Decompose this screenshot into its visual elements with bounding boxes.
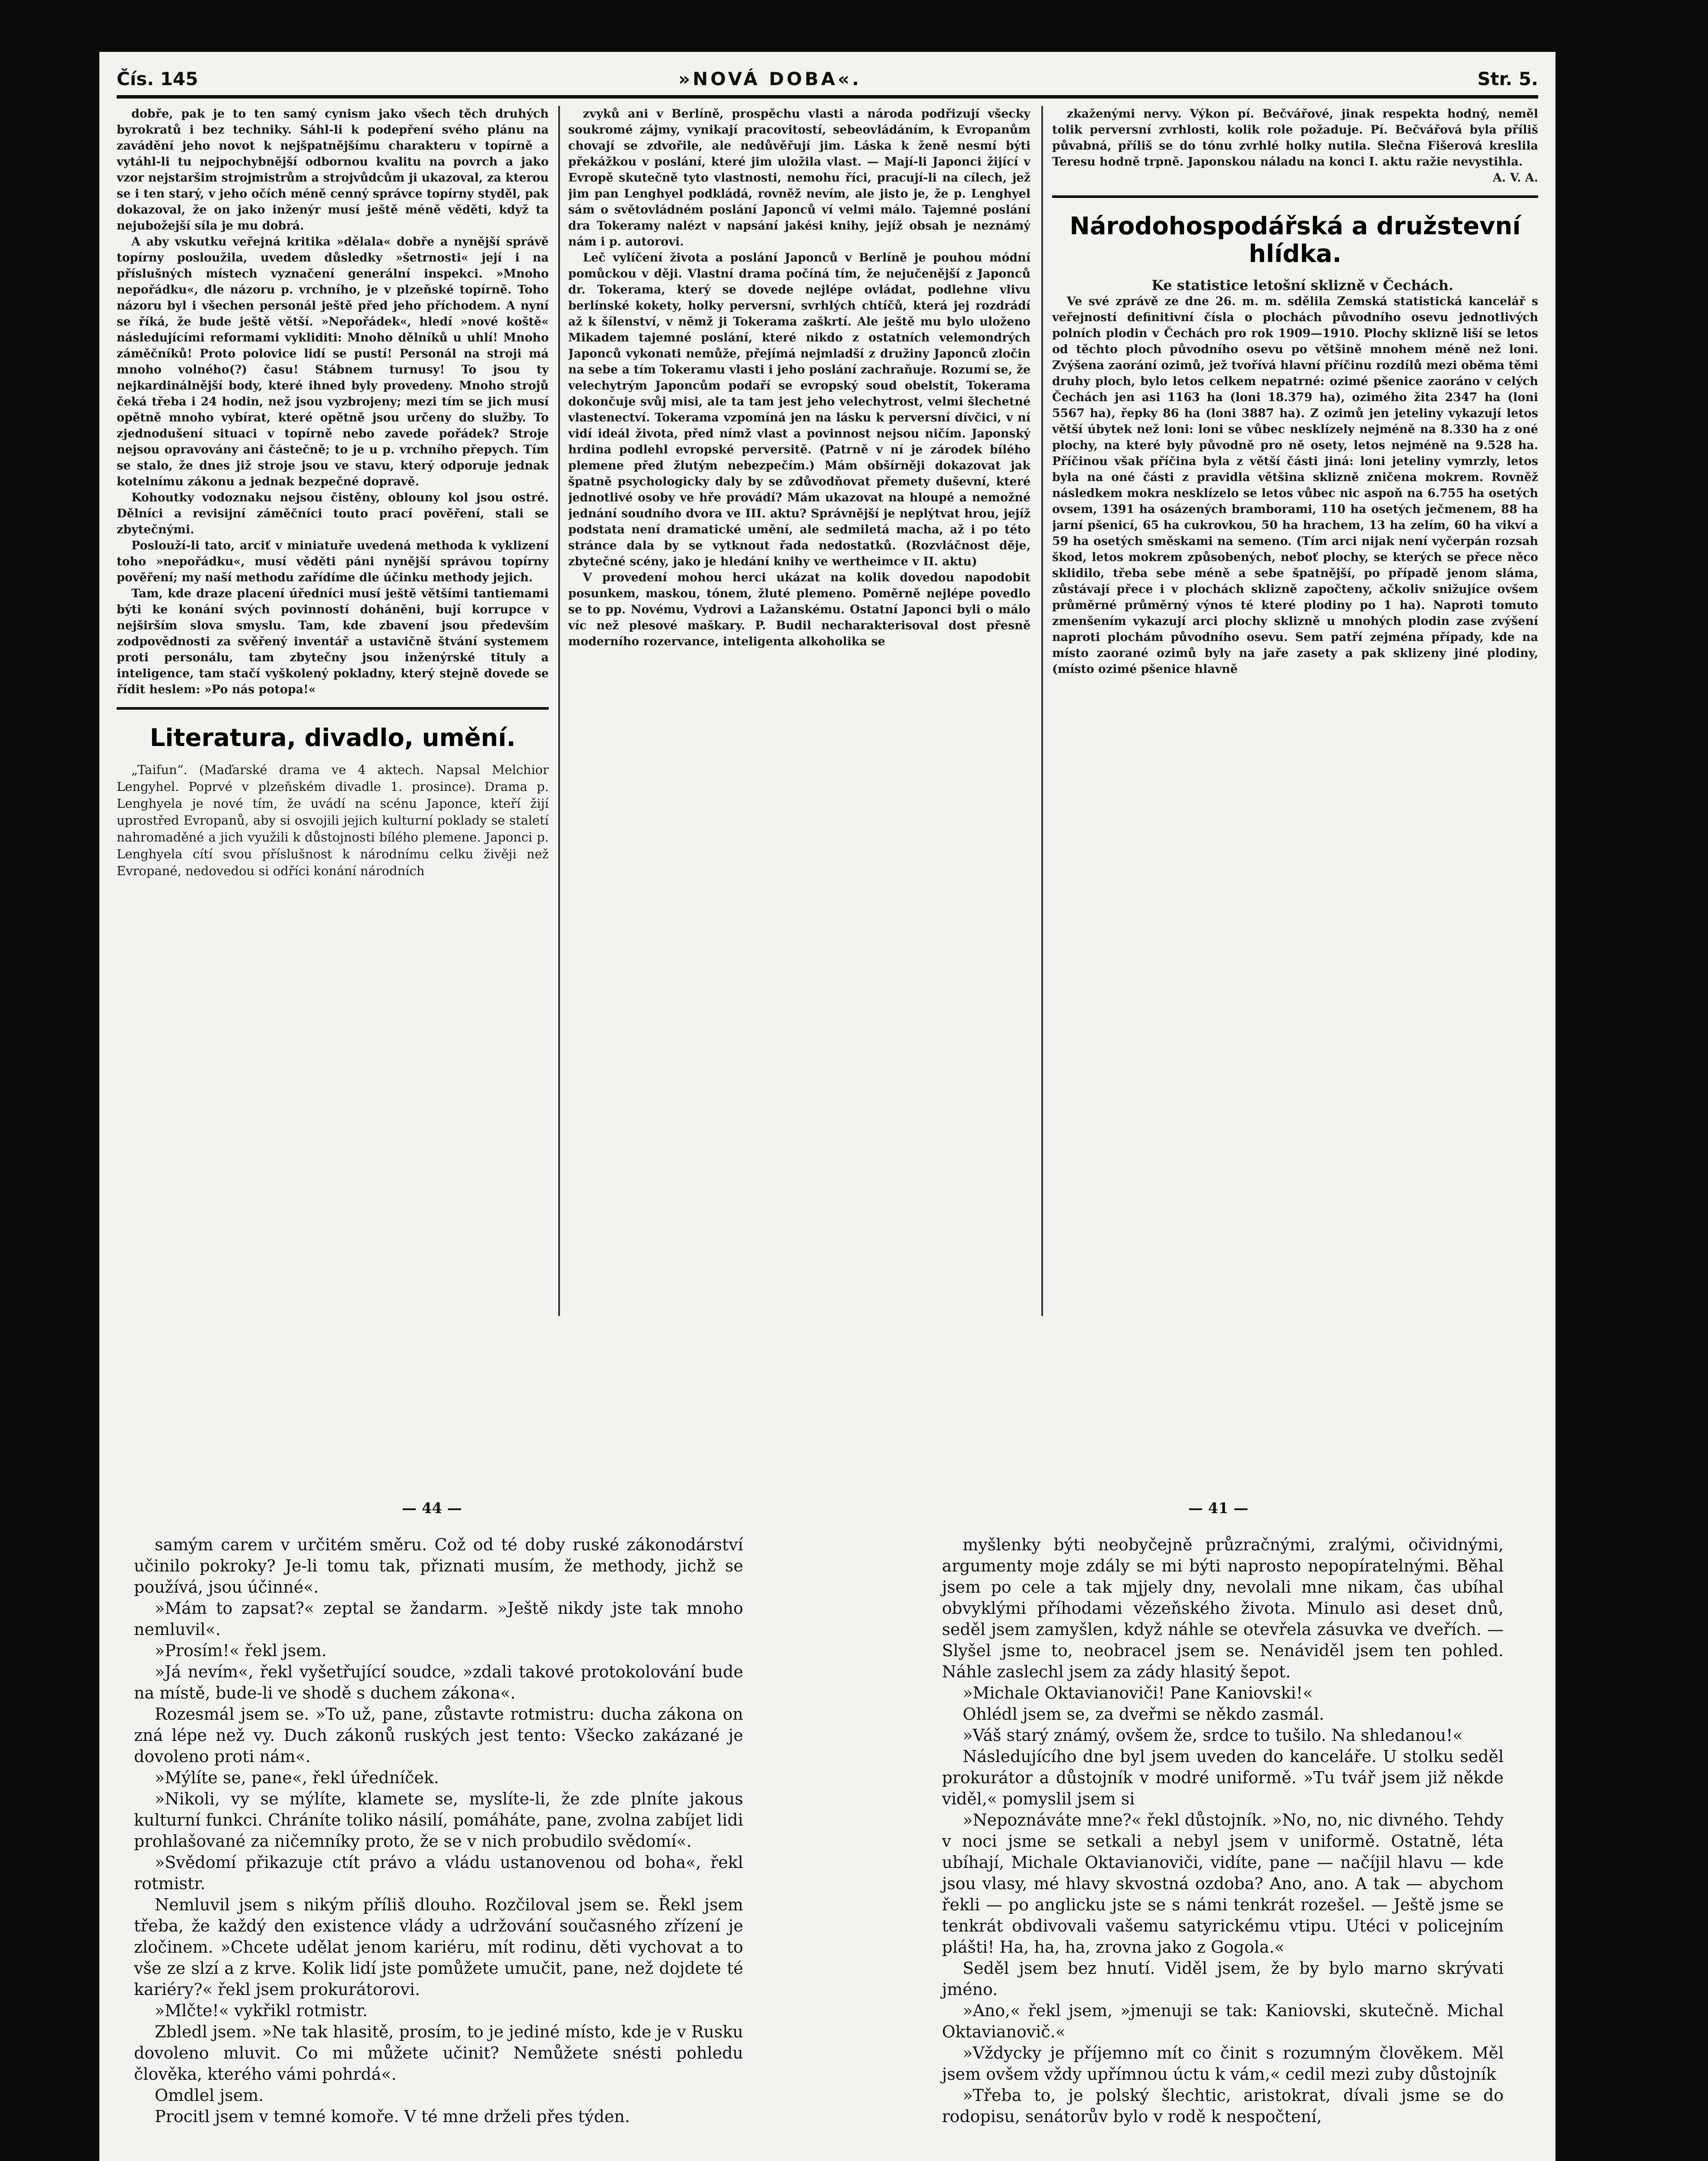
paragraph: Omdlel jsem. <box>155 2086 264 2105</box>
masthead <box>117 68 1538 94</box>
book-page-right <box>942 1534 1504 2127</box>
signature: A. V. A. <box>1492 171 1538 185</box>
paragraph: A aby vskutku veřejná kritika »dělala« dobře a nynější správě topírny posloužila, uvedem důsledky »šetrnosti« její i na příslušných místech vyznačení generální inspekci. »Mnoho nepořádku«, dle názoru p. vrchního, je v plzeňské topírně. Toho názoru byl i všechen personál ještě před jeho příchodem. A nyní se říká, že bude ještě větší. »Nepořádek«, hledí »nové koště« následujícími reformami vykliditi: Mnoho dělníků u uhlí! Mnoho záměčníků! Proto polovice lidí se pustí! Personál na stroji má mnoho volného(?) času! Stábnem turnusy! To jsou ty nejkardinálnější body, které ihned byly provedeny. Mnoho strojů čeká třeba i 24 hodin, než jsou vyzbrojeny; mezi tím se jich musí opětně mnoho vybírat, které opětně jsou určeny do služby. To zjednodušení situaci v topírně nebo zavede pořádek? Stroje nejsou opravovány ani částečně; to je u p. vrchního přepych. Tím se stalo, že dnes již stroje jsou ve stavu, který odporuje jednak kotelnímu zákonu a jednak bezpečné dopravě. <box>117 235 549 488</box>
paragraph: »Mýlíte se, pane«, řekl úředníček. <box>155 1768 439 1787</box>
paragraph: Procitl jsem v temné komoře. V té mne drželi přes týden. <box>155 2107 630 2126</box>
paragraph: zvyků ani v Berlíně, prospěchu vlasti a národa podřizují všecky soukromé zájmy, vynikají pracovitostí, sebeovládáním, k Evropanům chovají se zdvořile, ale nedůvěřují jim. Láska k ženě nesmí býti překážkou v poslání, které jim uložila vlast. — Mají-li Japonci žijící v Evropě skutečně tyto vlastnosti, nemohu říci, pracují-li na cílech, jež jim pan Lenghyel podkládá, rovněž nevím, ale jisto je, že p. Lenghyel sám o světovládném poslání Japonců ví velmi málo. Tajemné poslání dra Tokeramy nalézt v napsání jakési knihy, jejíž obsah je neznámý nám i p. autorovi. <box>568 107 1031 249</box>
paragraph: »Mlčte!« vykřikl rotmistr. <box>155 2001 368 2020</box>
column-divider <box>558 106 560 1316</box>
literature-section <box>117 762 549 880</box>
paragraph: dobře, pak je to ten samý cynism jako všech těch druhých byrokratů i bez techniky. Sáhl-li k podepření svého plánu na zavádění jeho novot k nejšpatnějšímu charakteru v topírně a vytáhl-li tu nejpochybnější odbornou kvalitu na povrch a jako vzor nejstaršim strojmistrům a strojvůdcům ji ukazoval, za kterou se i ten starý, v jeho očích méně cenný správce topírny styděl, pak dokazoval, že on jako inženýr musí ještě méně věděti, když ta nejubožejší síla je mu dobrá. <box>117 107 549 233</box>
section-rule <box>1052 195 1538 198</box>
newspaper-page <box>99 52 1555 2161</box>
paragraph: Leč vylíčení života a poslání Japonců v Berlíně je pouhou módní pomůckou v ději. Vlastní drama počíná tím, že nejučenější z Japonců dr. Tokerama, který se dovede nejlépe ovládat, podlehne vlivu berlínské kokety, holky perversní, svrhlých chtíčů, která jej rozdrádí až k šílenství, v němž ji Tokerama zaškrtí. Ale ještě mu bylo uloženo Mikadem tajemné poslání, které nikdo z ostatních velemondrých Japonců vykonati nemůže, přejímá nejmladší z družiny Japonců zločin na sebe a tím Tokeramu vlasti i jeho poslání zachraňuje. Rozumí se, že velechytrým Japoncům podaří se evropský soud obelstít, Tokerama dokončuje svůj misi, ale ta tam jest jeho velechytrost, velmi šlechetné vlastenectví. Tokerama vzpomíná jen na lásku k perversní dívčici, v ní vidí ideál života, před nímž vlast a povinnost nejsou ničím. Japonský hrdina podlehl evropské perversitě. (Patrně v ní je zárodek bílého plemene před žlutým nebezpečím.) Mám obšírněji dokazovat jak špatně psychologicky daly by se zdůvodňovat přemety duševní, které jednotlivé osoby ve hře provádí? Mám ukazovat na hloupé a nemožné jednání soudního dvora ve III. aktu? Správnější je neplýtvat hrou, jejíž podstata není dramatické umění, ale sedmiletá macha, až i po této stránce dala by se vytknout řada nedostatků. (Rozvláčnost děje, zbytečné scény, jako je hledání knihy ve wertheimce v II. aktu) <box>568 251 1031 568</box>
paragraph: Rozesmál jsem se. »To už, pane, zůstavte rotmistru: ducha zákona on zná lépe než vy. Duch zákonů ruských jest tento: Všecko zakázané je dovoleno proti nám«. <box>134 1705 743 1766</box>
paragraph: »Ano,« řekl jsem, »jmenuji se tak: Kaniovski, skutečně. Michal Oktavianovič.« <box>942 2001 1504 2041</box>
paragraph: Ve své zprávě ze dne 26. m. m. sdělila Zemská statistická kancelář s veřejností definitivní čísla o plochách původního osevu jednotlivých polních plodin v Čechách pro rok 1909—1910. Plochy sklizně liší se letos od těchto ploch původního osevu po většině mnohem méně než loni. Zvýšena zaorání ozimů, jež tvořívá hlavní příčinu rozdílů mezi oběma těmi druhy ploch, bylo letos celkem nepatrné: ozimé pšenice zaoráno v celých Čechách jen asi 1163 ha (loni 18.379 ha), ozimého žita 2347 ha (loni 5567 ha), řepky 86 ha (loni 3887 ha). Z ozimů jen jeteliny vykazují letos větší úbytek než loni: loni se vůbec nesklízely nejméně na 8.330 ha z oné plochy, na které byly původně pro ně osety, letos nejméně na 9.528 ha. Příčinou však příčina byla z větší části jiná: loni jeteliny vymrzly, letos byla na oné části z pravidla většina sklizně zničena mokrem. Rovněž následkem mokra nesklízelo se letos vůbec nic aspoň na 6.755 ha osetých ovsem, 1391 ha osázených bramborami, 110 ha osetých ječmenem, 88 ha jarní pšenicí, 65 ha cukrovkou, 50 ha hrachem, 13 ha zelím, 60 ha vikví a 59 ha osetých směskami na semeno. (Tím arci nijak není vyčerpán rozsah škod, letos mokrem způsobených, neboť plochy, se kterých se přece něco sklidilo, třeba sebe méně a sebe špatnější, po případě jenom sláma, zůstávají přece i v plochách sklizně započteny, ačkoliv snižujíce ovšem průměrné průměrný výnos té které plodiny po 1 ha). Naproti tomuto zmenšením vykazují arci plochy sklizně u mnohých plodin zase zvýšení naproti plochám původního osevu. Sem patří zejména případy, kde na místo zaorané ozimů byly na jaře zasety a pak sklizeny jiné plodiny, (místo ozimé pšenice hlavně <box>1052 295 1538 676</box>
section-title-literature: Literatura, divadlo, umění. <box>149 724 516 752</box>
paragraph: Seděl jsem bez hnutí. Viděl jsem, že by bylo marno skrývati jméno. <box>942 1959 1504 1999</box>
book-page-number-right: — 41 — <box>1188 1500 1248 1517</box>
book-page-left <box>134 1534 743 2127</box>
paragraph: »Váš starý známý, ovšem že, srdce to tušilo. Na shledanou!« <box>963 1726 1463 1745</box>
paragraph: »Já nevím«, řekl vyšetřující soudce, »zdali takové protokolování bude na místě, bude-li ve shodě s duchem zákona«. <box>134 1662 743 1702</box>
paragraph: »Michale Oktavianoviči! Pane Kaniovski!« <box>963 1683 1313 1702</box>
paragraph: »Vždycky je příjemno mít co činit s rozumným člověkem. Měl jsem ovšem vždy upřímnou úctu k vám,« cedil mezi zuby důstojník <box>942 2043 1504 2084</box>
paragraph: Poslouží-li tato, arciť v miniatuře uvedená methoda k vyklizení toho »nepořádku«, musí věděti páni nynější správou topírny pověření; my naší methodu zařídíme dle účinku methody jejich. <box>117 539 549 584</box>
paragraph: Zbledl jsem. »Ne tak hlasitě, prosím, to je jediné místo, kde je v Rusku dovoleno mluvit. Co mi můžete učinit? Nemůžete snésti pohledu člověka, kterého vámi pohrdá«. <box>134 2022 743 2084</box>
paragraph: »Nepoznáváte mne?« řekl důstojník. »No, no, nic divného. Tehdy v noci jsme se setkali a nebyl jsem v uniformě. Ostatně, léta ubíhají, Michale Oktavianoviči, vidíte, pane — načíjil hlavu — kde jsou vlasy, mé hlavy skvostná ozdoba? Ano, ano. A tak — abychom řekli — po anglicku jste se s námi tenkrát rozešel. — Ještě jsme se tenkrát obdivovali vašemu satyrickému vtipu. Utéci v policejním plášti! Ha, ha, ha, zrovna jako z Gogola.« <box>942 1810 1504 1957</box>
issue-number: Čís. 145 <box>117 68 198 89</box>
paragraph: Tam, kde draze placení úředníci musí ještě většími tantiemami býti ke konání svých povinností doháněni, bují korrupce v nejširším slova smyslu. Tam, kde zbavení jsou především zodpovědnosti za svěřený inventář a ustavičně štvání systemem proti personálu, tam zbytečny jsou inženýrské tituly a inteligence, tam stačí vyškolený pokladny, který stejně dovede se řídit heslem: »Po nás potopa!« <box>117 587 549 696</box>
paragraph: „Taifun“. (Maďarské drama ve 4 aktech. Napsal Melchior Lengyhel. Poprvé v plzeňském divadle 1. prosince). Drama p. Lenghyela je nové tím, že uvádí na scénu Japonce, kteří žijí uprostřed Evropanů, aby si osvojili jejich kulturní poklady se staletí nahromaděné a jich využili k důstojnosti bílého plemene. Japonci p. Lenghyela cítí svou příslušnost k národnímu celku živěji než Evropané, nedovedou si odříci konání národních <box>117 762 549 878</box>
book-page-number-left: — 44 — <box>402 1500 462 1517</box>
article-subheading: Ke statistice letošní sklizně v Čechách. <box>1151 277 1454 293</box>
paragraph: Následujícího dne byl jsem uveden do kanceláře. U stolku seděl prokurátor a důstojník v modré uniformě. »Tu tvář jsem již někde viděl,« pomyslil jsem si <box>942 1747 1504 1808</box>
paragraph: myšlenky býti neobyčejně průzračnými, zralými, očividnými, argumenty moje zdály se mi býti naprosto nepopíratelnými. Běhal jsem po cele a tak mjjely dny, nevolali mne nikam, čas ubíhal obvyklými příhodami vězeňského života. Minulo asi deset dnů, seděl jsem zamyšlen, když náhle se otevřela zásuvka ve dveřích. — Slyšel jsme to, neobracel jsem se. Nenáviděl jsem ten pohled. Náhle zaslechl jsem za zády hlasitý šepot. <box>942 1535 1504 1681</box>
paragraph: »Třeba to, je polský šlechtic, aristokrat, dívali jsme se do rodopisu, senátorův bylo v rodě k nespočtení, <box>942 2086 1504 2126</box>
column-divider <box>1041 106 1043 1316</box>
section-rule <box>117 707 549 710</box>
column-2 <box>568 106 1031 1325</box>
paragraph: »Nikoli, vy se mýlíte, klamete se, myslíte-li, že zde plníte jakous kulturní funkci. Chráníte toliko násilí, pomáháte, pane, zvolna zabíjet lidi prohlašované za ničemníky proto, že se v nich probudilo svědomí«. <box>134 1789 743 1851</box>
paragraph: samým carem v určitém směru. Což od té doby ruské zákonodárství učinilo pokroky? Je-li tomu tak, přiznati musím, že methody, jichž se používá, jsou účinné«. <box>134 1535 743 1597</box>
paragraph: »Prosím!« řekl jsem. <box>155 1641 327 1660</box>
column-3 <box>1052 106 1538 1325</box>
section-title-economy: Národohospodářská a družstevní hlídka. <box>1069 212 1521 268</box>
page-number: Str. 5. <box>1477 68 1538 89</box>
paragraph: »Mám to zapsat?« zeptal se žandarm. »Ještě nikdy jste tak mnoho nemluvil«. <box>134 1599 743 1639</box>
newspaper-title: »NOVÁ DOBA«. <box>678 68 862 89</box>
paragraph: »Svědomí přikazuje ctít právo a vládu ustanovenou od boha«, řekl rotmistr. <box>134 1853 743 1893</box>
paragraph: zkaženými nervy. Výkon pí. Bečvářové, jinak respekta hodný, neměl tolik perversní zvrhlosti, kolik role požaduje. Pí. Bečvářová byla příliš půvabná, příliš se do tónu zvrhlé holky nutila. Slečna Fišerová kreslila Teresu hodně trpně. Japonskou náladu na konci I. aktu ražie nevystihla. <box>1052 107 1538 169</box>
column-1 <box>117 106 549 1325</box>
paragraph: Nemluvil jsem s nikým příliš dlouho. Rozčiloval jsem se. Řekl jsem třeba, že každý den existence vlády a udržování současného zřízení je zločinem. »Chcete udělat jenom kariéru, mít rodinu, děti vychovat a to vše ze slzí a z krve. Kolik lidí jste pomůžete umučit, pane, než dojdete té kariéry?« řekl jsem prokurátorovi. <box>134 1895 743 1999</box>
paragraph: Ohlédl jsem se, za dveřmi se někdo zasmál. <box>963 1705 1324 1724</box>
paragraph: V provedení mohou herci ukázat na kolik dovedou napodobit posunkem, maskou, tónem, žluté plemeno. Poměrně nejlépe povedlo se to pp. Novému, Vydrovi a Lažanskému. Ostatní Japonci byli o málo víc než plesové maškary. P. Budil necharakterisoval dost přesně moderního rozervance, inteligenta alkoholika se <box>568 571 1031 648</box>
paragraph: Kohoutky vodoznaku nejsou čistěny, oblouny kol jsou ostré. Dělníci a revisijní záměčníci touto prací pověření, stali se zbytečnými. <box>117 491 549 536</box>
header-rule <box>117 95 1538 99</box>
